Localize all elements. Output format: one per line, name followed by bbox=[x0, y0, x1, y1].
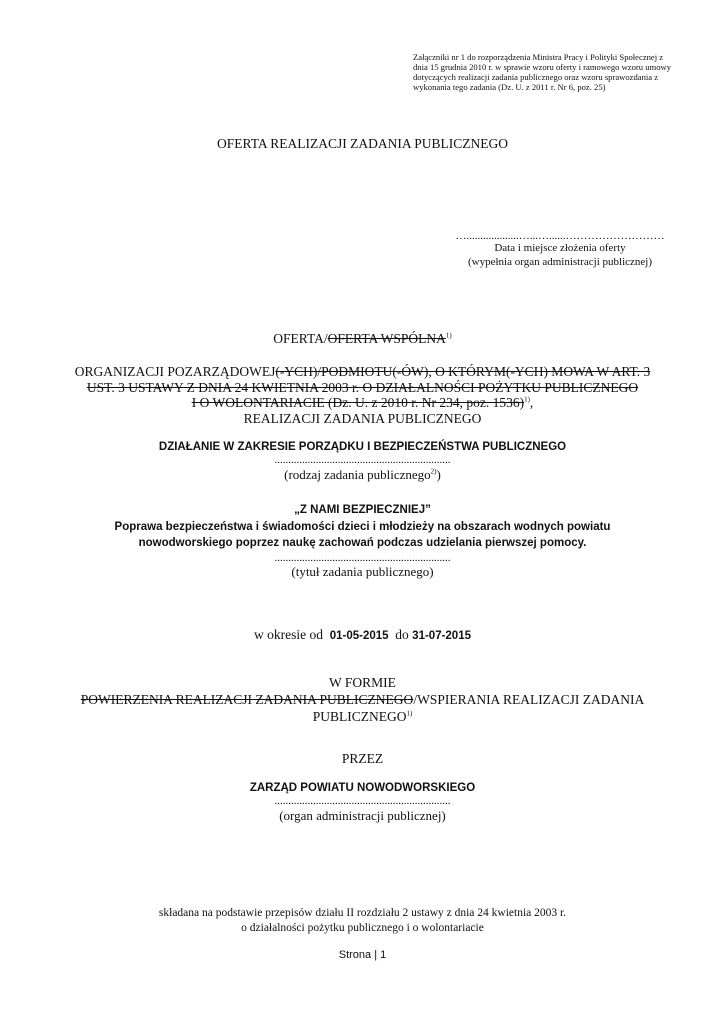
authority-caption: (organ administracji publicznej) bbox=[279, 808, 446, 823]
organization-line1-normal: ORGANIZACJI POZARZĄDOWEJ bbox=[74, 364, 276, 379]
task-title-line1: „Z NAMI BEZPIECZNIEJ” bbox=[294, 504, 431, 516]
form-line2 bbox=[0, 691, 725, 708]
task-title-line2: Poprawa bezpieczeństwa i świadomości dzieci i młodzieży na obszarach wodnych powiatu bbox=[114, 520, 611, 533]
organization-line3 bbox=[0, 395, 725, 411]
period bbox=[0, 627, 725, 643]
offer-type-struck: OFERTA WSPÓLNA bbox=[327, 331, 446, 346]
offer-type-footnote: 1) bbox=[445, 331, 452, 340]
legal-basis bbox=[0, 906, 725, 936]
form-footnote: 1) bbox=[406, 709, 413, 718]
organization-line2 bbox=[0, 380, 725, 396]
authority-name: ZARZĄD POWIATU NOWODWORSKIEGO bbox=[249, 782, 476, 794]
period-to: 31-07-2015 bbox=[412, 630, 471, 642]
page-number: Strona | 1 bbox=[338, 949, 387, 961]
period-middle: do bbox=[395, 627, 409, 642]
organization-line1 bbox=[0, 364, 725, 380]
offer-type-prefix: OFERTA/ bbox=[273, 331, 328, 346]
period-prefix: w okresie od bbox=[253, 627, 323, 642]
task-type-label-prefix: (rodzaj zadania publicznego bbox=[284, 467, 431, 482]
form-line2-normal: /WSPIERANIA REALIZACJI ZADANIA bbox=[413, 692, 645, 707]
task-type-block bbox=[0, 441, 725, 483]
task-type-dots: ................................................................ bbox=[274, 454, 451, 466]
task-title-line3: nowodworskiego poprzez naukę zachowań podczas udzielania pierwszej pomocy. bbox=[138, 537, 587, 549]
form-line1: W FORMIE bbox=[329, 675, 396, 690]
annex-note: Załączniki nr 1 do rozporządzenia Ministra Pracy i Polityki Społecznej z dnia 15 grudnia 2010 r. w sprawie wzoru oferty i ramowego wzoru umowy dotyczących realizacji zadania publicznego oraz wzoru sprawozdania z wykonania tego zadania (Dz. U. z 2011 r. Nr 6, poz. 25) bbox=[413, 52, 671, 92]
organization-line2-struck: UST. 3 USTAWY Z DNIA 24 KWIETNIA 2003 r. O DZIAŁALNOŚCI POŻYTKU PUBLICZNEGO bbox=[86, 379, 639, 395]
authority-dots: ................................................................ bbox=[274, 795, 451, 807]
organization-footnote: 1) bbox=[524, 395, 530, 404]
task-type-footnote: 2) bbox=[430, 467, 437, 476]
organization-block bbox=[0, 364, 725, 426]
by-label: PRZEZ bbox=[341, 751, 384, 766]
organization-line3-struck: I O WOLONTARIACIE (Dz. U. z 2010 r. Nr 234, poz. 1536) bbox=[191, 395, 525, 410]
form-line3 bbox=[0, 708, 725, 725]
organization-line3-after: , bbox=[529, 395, 534, 410]
date-place-dots: …...................…...…......……………………… bbox=[455, 230, 665, 242]
task-title-block bbox=[0, 502, 725, 580]
organization-line4: REALIZACJI ZADANIA PUBLICZNEGO bbox=[243, 410, 482, 426]
period-from: 01-05-2015 bbox=[329, 630, 389, 642]
organization-line1-struck: (-YCH)/PODMIOTU(-ÓW), O KTÓRYM(-YCH) MOWA W ART. 3 bbox=[275, 364, 651, 379]
form-line3-text: PUBLICZNEGO bbox=[312, 709, 407, 724]
task-type-label bbox=[0, 467, 725, 483]
form-line2-struck: POWIERZENIA REALIZACJI ZADANIA PUBLICZNEGO bbox=[80, 692, 414, 707]
legal-basis-line2: o działalności pożytku publicznego i o wolontariacie bbox=[241, 922, 484, 934]
legal-basis-line1: składana na podstawie przepisów działu II rozdziału 2 ustawy z dnia 24 kwietnia 2003 r. bbox=[158, 907, 567, 919]
document-title: OFERTA REALIZACJI ZADANIA PUBLICZNEGO bbox=[217, 136, 508, 151]
offer-type bbox=[0, 331, 725, 347]
form-block bbox=[0, 674, 725, 725]
date-place-label-line1: Data i miejsce złożenia oferty bbox=[494, 242, 626, 254]
authority-block bbox=[0, 782, 725, 824]
task-type-value: DZIAŁANIE W ZAKRESIE PORZĄDKU I BEZPIECZEŃSTWA PUBLICZNEGO bbox=[158, 441, 567, 453]
date-place-label-line2: (wypełnia organ administracji publicznej) bbox=[468, 256, 652, 268]
task-title-label: (tytuł zadania publicznego) bbox=[291, 563, 434, 579]
task-type-label-suffix: ) bbox=[436, 467, 441, 482]
task-title-dots: ................................................................ bbox=[274, 551, 451, 564]
date-place-label bbox=[430, 241, 690, 269]
